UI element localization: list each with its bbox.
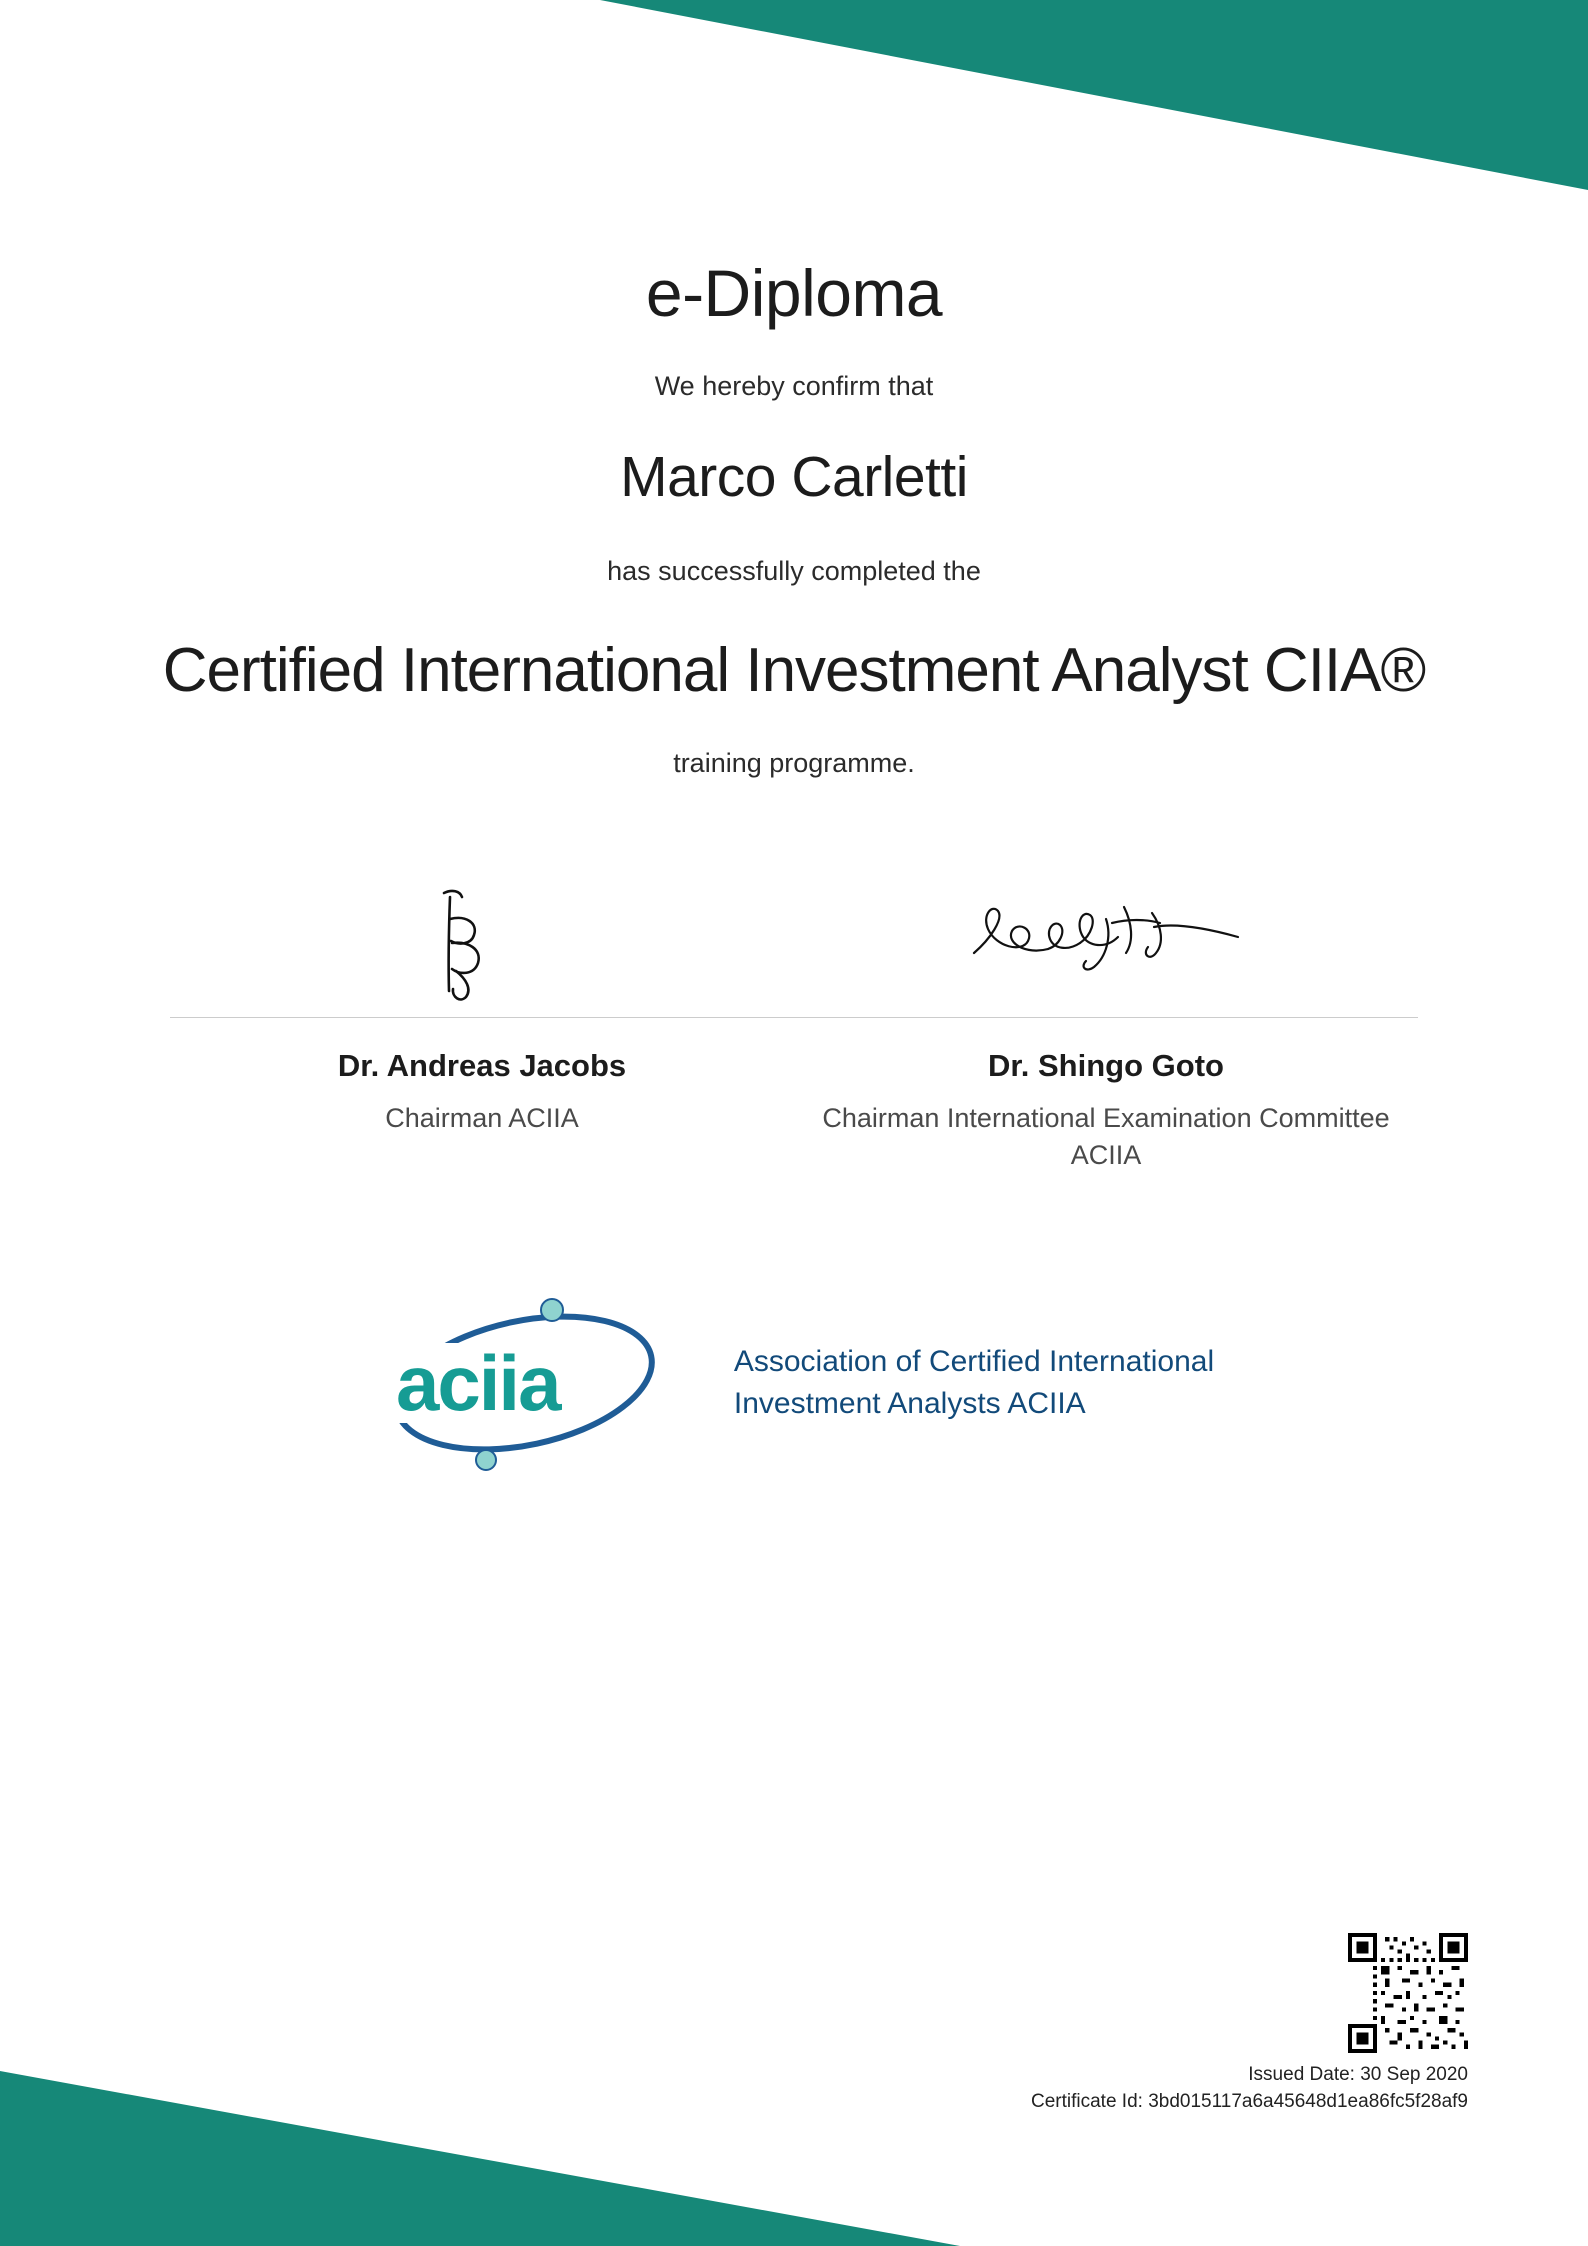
certificate-id: Certificate Id: 3bd015117a6a45648d1ea86fc5f28af9 bbox=[1030, 2091, 1468, 2113]
handwritten-signature-icon bbox=[794, 879, 1418, 1009]
handwritten-signature-icon bbox=[170, 879, 794, 1009]
programme-suffix: training programme. bbox=[673, 748, 915, 779]
signature-block-chairman-aciia bbox=[170, 879, 794, 1173]
completion-line: has successfully completed the bbox=[607, 556, 981, 586]
page-title: e-Diploma bbox=[645, 256, 943, 330]
signatory-name: Dr. Andreas Jacobs bbox=[337, 1048, 627, 1084]
signature-rule bbox=[794, 1017, 1418, 1018]
organization-name bbox=[734, 1341, 1214, 1425]
qr-code-icon bbox=[1348, 1933, 1468, 2053]
signature-rule bbox=[170, 1017, 794, 1018]
aciia-logo-icon bbox=[374, 1288, 704, 1478]
organization-logo bbox=[120, 1288, 1468, 1478]
signatory-role: Chairman ACIIA bbox=[385, 1103, 579, 1134]
intro-line: We hereby confirm that bbox=[654, 371, 934, 401]
signature-block-chairman-iec bbox=[794, 879, 1418, 1173]
svg-text:aciia: aciia bbox=[395, 1339, 560, 1428]
signatory-name: Dr. Shingo Goto bbox=[988, 1048, 1224, 1084]
issued-date: Issued Date: 30 Sep 2020 bbox=[1248, 2063, 1468, 2085]
programme-name: Certified International Investment Analyst CIIA® bbox=[162, 636, 1426, 705]
signatory-role: Chairman International Examination Committee ACIIA bbox=[822, 1103, 1390, 1170]
signature-section bbox=[120, 879, 1468, 1173]
certificate-footer bbox=[1031, 1933, 1468, 2116]
recipient-name: Marco Carletti bbox=[620, 445, 968, 509]
organization-name-line2: Investment Analysts ACIIA bbox=[733, 1387, 1086, 1421]
organization-name-line1: Association of Certified International bbox=[733, 1345, 1215, 1379]
